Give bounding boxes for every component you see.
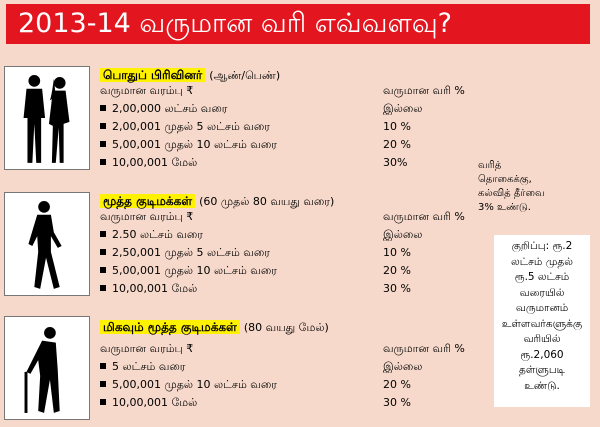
income-range: 2,50,001 முதல் 5 லட்சம் வரை [112, 246, 270, 259]
table-row [100, 226, 480, 243]
note-line: தள்ளுபடி [518, 364, 566, 376]
note-line: 3% உண்டு. [478, 202, 531, 213]
table-header [100, 208, 480, 225]
bullet-icon [100, 267, 106, 273]
tax-rate: 20 % [383, 378, 411, 391]
income-range: 2.50 லட்சம் வரை [112, 228, 203, 241]
couple-silhouette-icon [4, 66, 90, 170]
bullet-icon [100, 159, 106, 165]
bullet-icon [100, 141, 106, 147]
section-title-super-senior [100, 318, 329, 336]
table-row [100, 136, 480, 153]
income-range: 10,00,001 மேல் [112, 156, 198, 169]
note-line: ரூ.2,060 [520, 348, 564, 361]
col-income-header: வருமான வரம்பு ₹ [100, 210, 194, 223]
education-cess-note [478, 159, 568, 215]
note-line: குறிப்பு: ரூ.2 [511, 240, 573, 252]
col-income-header: வருமான வரம்பு ₹ [100, 84, 194, 97]
bullet-icon [100, 105, 106, 111]
section-subtitle-general: (ஆண்/பெண்) [209, 69, 281, 82]
table-header [100, 82, 480, 99]
income-range: 2,00,000 லட்சம் வரை [112, 102, 228, 115]
page-title: 2013-14 வருமான வரி எவ்வளவு? [6, 4, 590, 44]
bullet-icon [100, 285, 106, 291]
tax-rate: 30 % [383, 282, 411, 295]
section-subtitle-senior: (60 முதல் 80 வயது வரை) [199, 195, 335, 208]
table-row [100, 358, 480, 375]
income-range: 5 லட்சம் வரை [112, 360, 186, 373]
table-row [100, 244, 480, 261]
table-row [100, 376, 480, 393]
income-range: 10,00,001 மேல் [112, 396, 198, 409]
note-line: உண்டு. [524, 379, 560, 392]
note-line: தொகைக்கு, [478, 174, 532, 185]
senior-walking-icon [4, 192, 90, 296]
table-row [100, 154, 480, 171]
table-row [100, 100, 480, 117]
note-line: வரையில் [519, 286, 565, 299]
income-range: 2,00,001 முதல் 5 லட்சம் வரை [112, 120, 270, 133]
col-income-header: வருமான வரம்பு ₹ [100, 342, 194, 355]
tax-rate: 20 % [383, 264, 411, 277]
note-line: வரித் [478, 160, 502, 171]
section-title-general-label: பொதுப் பிரிவினர் [100, 68, 205, 82]
income-range: 5,00,001 முதல் 10 லட்சம் வரை [112, 378, 277, 391]
note-line: கல்வித் தீர்வை [478, 188, 545, 199]
note-line: உள்ளவர்களுக்கு [501, 317, 583, 330]
bullet-icon [100, 363, 106, 369]
bullet-icon [100, 399, 106, 405]
bullet-icon [100, 123, 106, 129]
income-range: 5,00,001 முதல் 10 லட்சம் வரை [112, 264, 277, 277]
section-title-super-senior-label: மிகவும் மூத்த குடிமக்கள் [100, 320, 240, 334]
tax-rate: இல்லை [383, 360, 423, 373]
table-row [100, 118, 480, 135]
elderly-cane-icon [4, 316, 90, 420]
note-line: ரூ.5 லட்சம் [514, 271, 570, 283]
section-title-senior-label: மூத்த குடிமக்கள் [100, 194, 195, 208]
section-subtitle-super-senior: (80 வயது மேல்) [243, 321, 329, 334]
tax-rate: 20 % [383, 138, 411, 151]
bullet-icon [100, 231, 106, 237]
bullet-icon [100, 381, 106, 387]
note-line: லட்சம் முதல் [511, 255, 573, 268]
table-header [100, 340, 480, 357]
tax-rate: இல்லை [383, 228, 423, 241]
tax-rate: 30% [383, 156, 408, 169]
tax-rate: 30 % [383, 396, 411, 409]
note-line: வரியில் [523, 333, 561, 345]
tax-rate: 10 % [383, 246, 411, 259]
bullet-icon [100, 249, 106, 255]
table-row [100, 280, 480, 297]
table-row [100, 394, 480, 411]
note-line: வருமானம் [515, 302, 569, 314]
tax-rate: 10 % [383, 120, 411, 133]
tax-rate: இல்லை [383, 102, 423, 115]
col-tax-header: வருமான வரி % [383, 342, 465, 355]
col-tax-header: வருமான வரி % [383, 210, 465, 223]
income-range: 10,00,001 மேல் [112, 282, 198, 295]
col-tax-header: வருமான வரி % [383, 84, 465, 97]
income-range: 5,00,001 முதல் 10 லட்சம் வரை [112, 138, 277, 151]
table-row [100, 262, 480, 279]
rebate-note-box [494, 235, 590, 407]
